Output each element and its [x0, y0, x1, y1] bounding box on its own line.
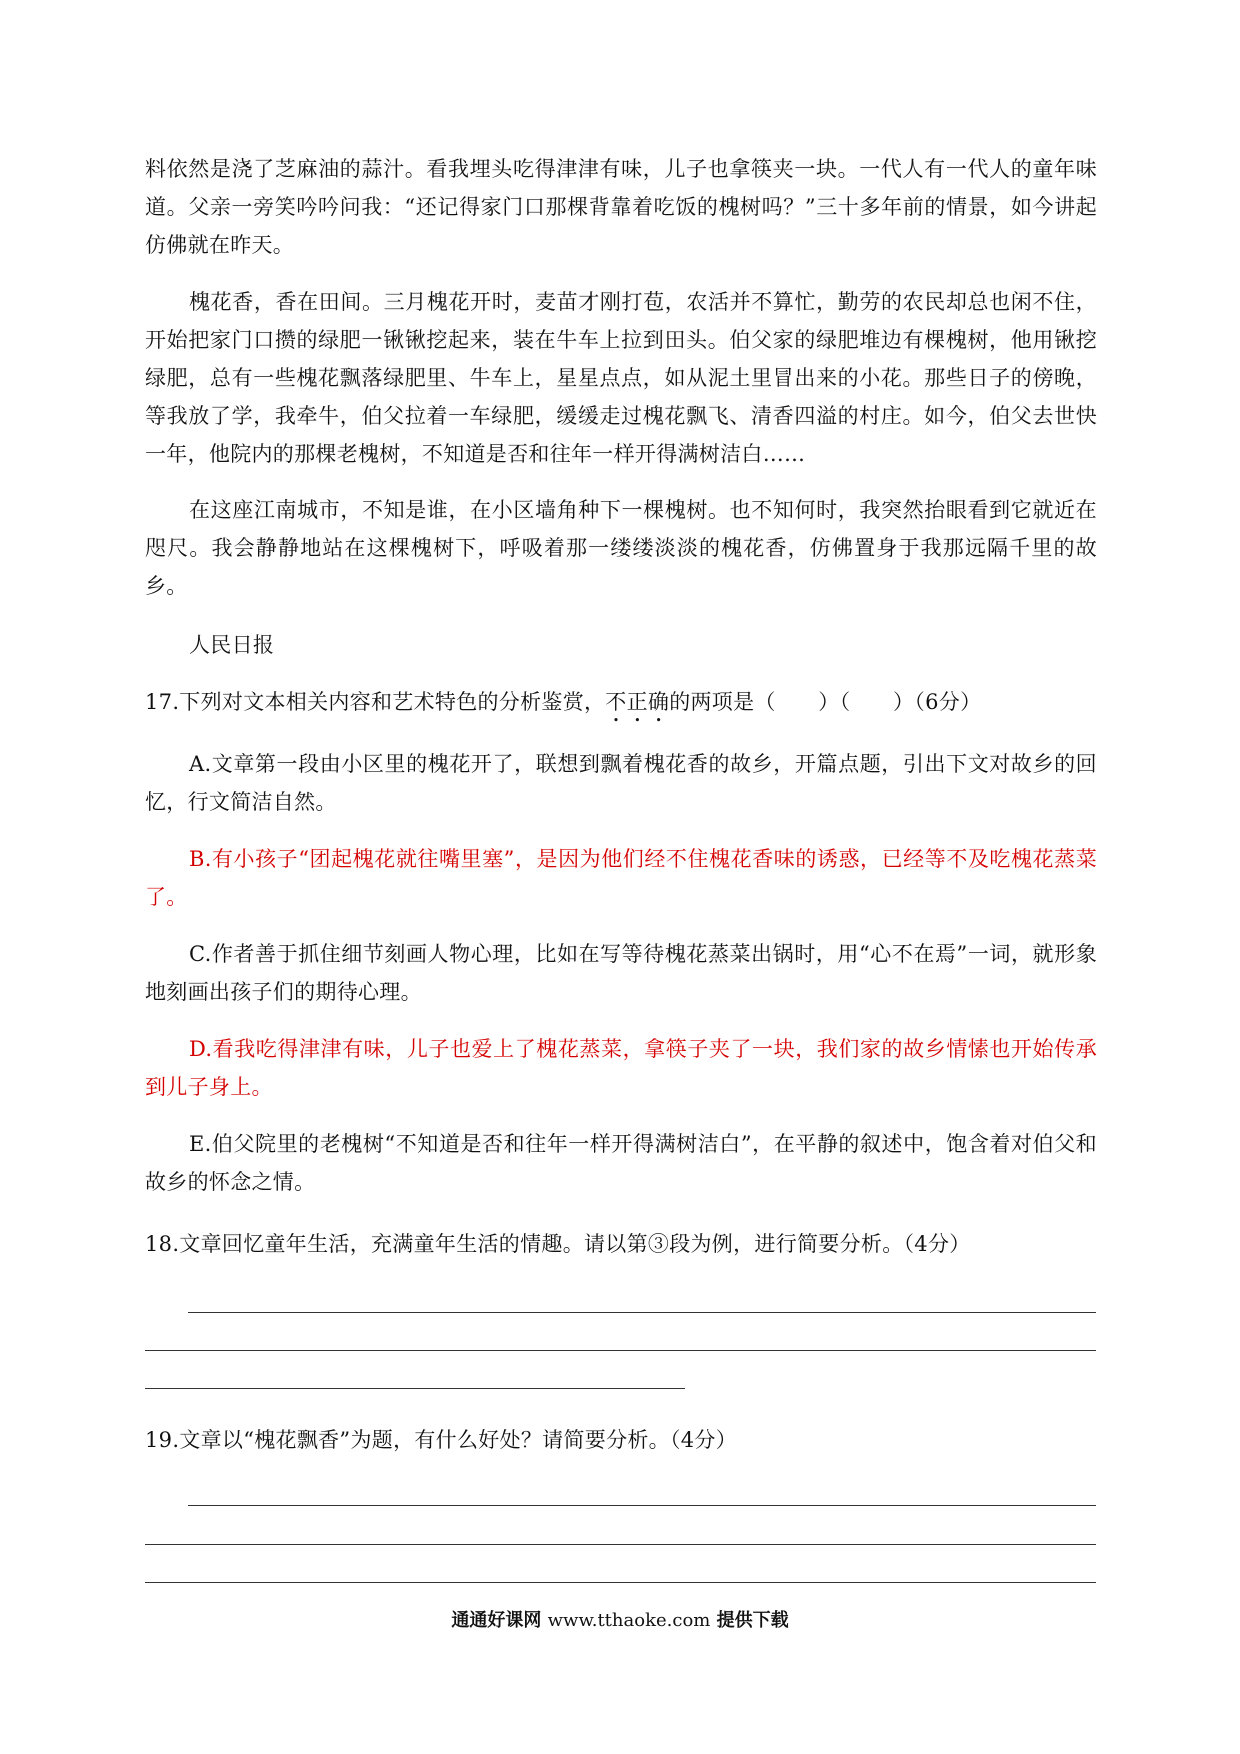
option-c: C.作者善于抓住细节刻画人物心理，比如在写等待槐花蒸菜出锅时，用“心不在焉”一词，就形象地刻画出孩子们的期待心理。 [145, 942, 1097, 1004]
option-a: A.文章第一段由小区里的槐花开了，联想到飘着槐花香的故乡，开篇点题，引出下文对故乡的回忆，行文简洁自然。 [145, 752, 1097, 814]
option-b: B.有小孩子“团起槐花就往嘴里塞”，是因为他们经不住槐花香味的诱惑，已经等不及吃槐花蒸菜了。 [145, 847, 1097, 909]
footer-site-name: 通通好课网 [451, 1610, 542, 1631]
answer-line[interactable] [188, 1312, 1096, 1313]
answer-line[interactable] [145, 1582, 1096, 1583]
option-e: E.伯父院里的老槐树“不知道是否和往年一样开得满树洁白”，在平静的叙述中，饱含着对伯父和故乡的怀念之情。 [145, 1132, 1097, 1194]
page-footer [0, 1606, 1240, 1632]
passage-paragraph-1: 料依然是浇了芝麻油的蒜汁。看我埋头吃得津津有味，儿子也拿筷夹一块。一代人有一代人的童年味道。父亲一旁笑吟吟问我：“还记得家门口那棵背靠着吃饭的槐树吗？”三十多年前的情景，如今讲起仿佛就在昨天。 [145, 157, 1097, 257]
passage-source: 人民日报 [189, 633, 275, 657]
footer-download-text: 提供下载 [716, 1610, 789, 1631]
question-17-stem [145, 683, 1097, 727]
answer-line[interactable] [145, 1350, 1096, 1351]
passage-paragraph-2: 槐花香，香在田间。三月槐花开时，麦苗才刚打苞，农活并不算忙，勤劳的农民却总也闲不住，开始把家门口攒的绿肥一锹锹挖起来，装在牛车上拉到田头。伯父家的绿肥堆边有棵槐树，他用锹挖绿肥，总有一些槐花飘落绿肥里、牛车上，星星点点，如从泥土里冒出来的小花。那些日子的傍晚，等我放了学，我牵牛，伯父拉着一车绿肥，缓缓走过槐花飘飞、清香四溢的村庄。如今，伯父去世快一年，他院内的那棵老槐树，不知道是否和往年一样开得满树洁白…… [145, 290, 1097, 466]
question-19-stem: 19.文章以“槐花飘香”为题，有什么好处？请简要分析。（4分） [145, 1428, 738, 1452]
question-17-emphasis: 不正确 [605, 690, 670, 714]
answer-line[interactable] [145, 1388, 685, 1389]
answer-line[interactable] [188, 1505, 1096, 1506]
question-17-suffix: 的两项是（ ）（ ）（6分） [669, 690, 982, 714]
question-17-prefix: 17.下列对文本相关内容和艺术特色的分析鉴赏， [145, 690, 606, 714]
question-18-stem: 18.文章回忆童年生活，充满童年生活的情趣。请以第③段为例，进行简要分析。（4分） [145, 1232, 971, 1256]
passage-paragraph-3: 在这座江南城市，不知是谁，在小区墙角种下一棵槐树。也不知何时，我突然抬眼看到它就近在咫尺。我会静静地站在这棵槐树下，呼吸着那一缕缕淡淡的槐花香，仿佛置身于我那远隔千里的故乡。 [145, 498, 1097, 598]
answer-line[interactable] [145, 1544, 1096, 1545]
option-d: D.看我吃得津津有味，儿子也爱上了槐花蒸菜，拿筷子夹了一块，我们家的故乡情愫也开始传承到儿子身上。 [145, 1037, 1097, 1099]
footer-url: www.tthaoke.com [547, 1610, 711, 1631]
